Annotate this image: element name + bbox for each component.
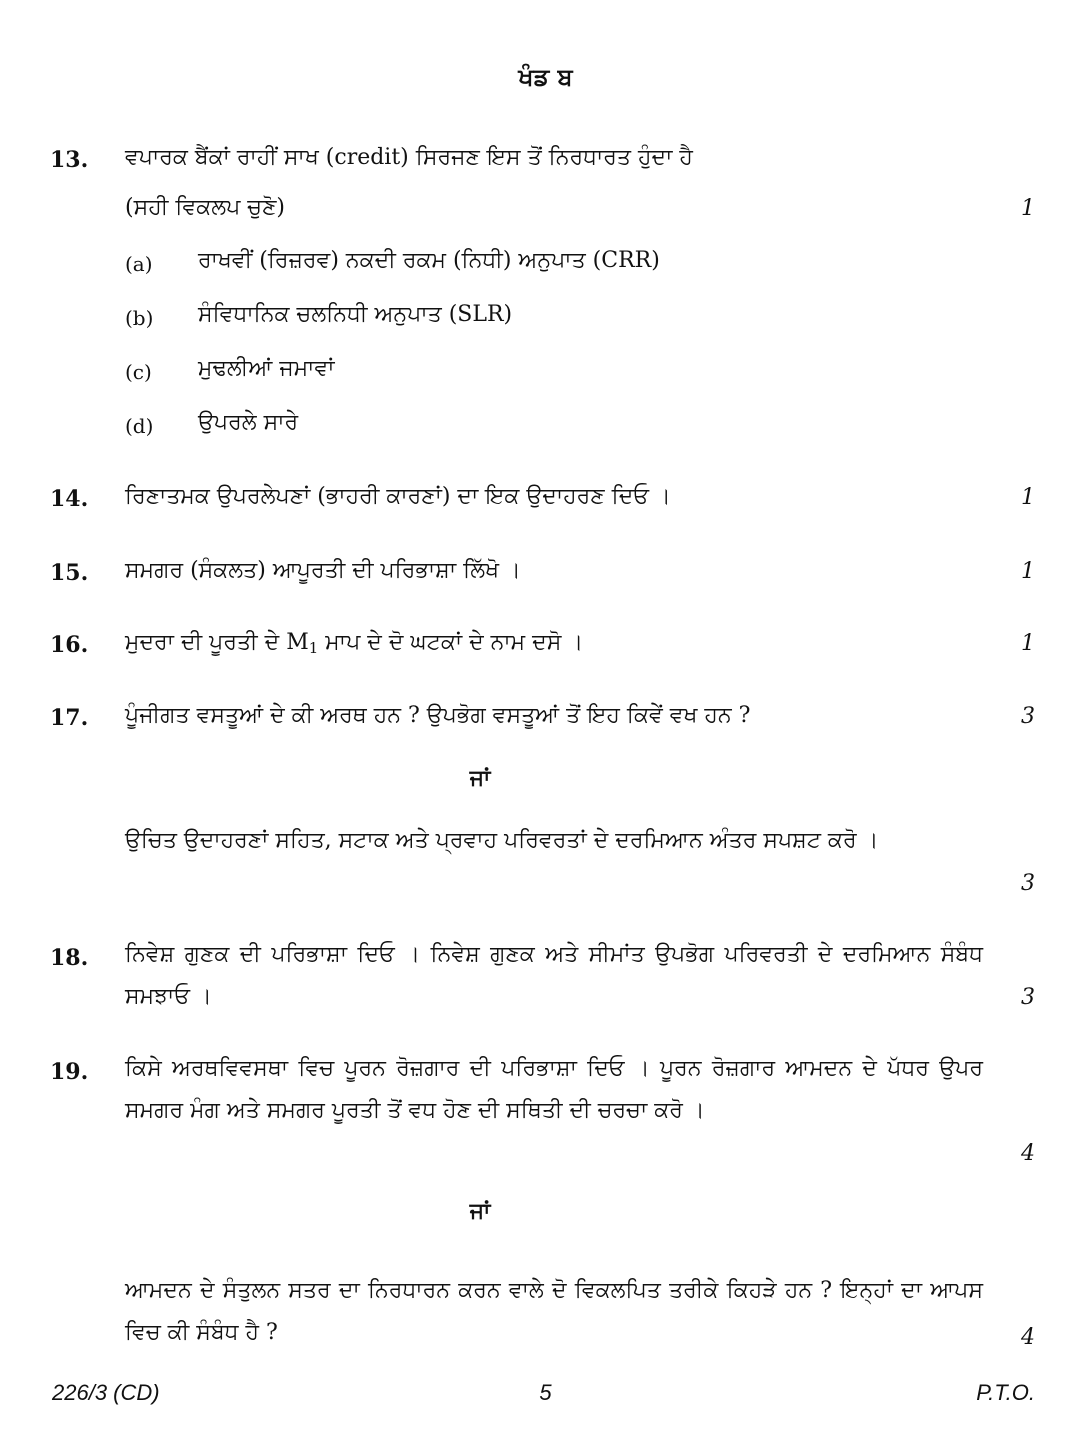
question-15-text: ਸਮਗਰ (ਸੰਕਲਤ) ਆਪੂਰਤੀ ਦੀ ਪਰਿਭਾਸ਼ਾ ਲਿੱਖੋ ।: [125, 558, 521, 583]
question-18-number: 18.: [50, 945, 89, 971]
question-13-marks: 1: [1021, 196, 1035, 221]
question-14-number: 14.: [50, 486, 89, 512]
question-18-marks: 3: [1021, 985, 1035, 1010]
question-16-number: 16.: [50, 632, 89, 658]
question-18-text: ਨਿਵੇਸ਼ ਗੁਣਕ ਦੀ ਪਰਿਭਾਸ਼ਾ ਦਿਓ । ਨਿਵੇਸ਼ ਗੁਣਕ ਅਤੇ ਸੀਮਾਂਤ ਉਪਭੋਗ ਪਰਿਵਰਤੀ ਦੇ ਦਰਮਿਆਨ ਸੰਬੰਧ ਸਮਝਾਓ ।: [125, 942, 983, 1009]
question-17-alt-text: ਉਚਿਤ ਉਦਾਹਰਣਾਂ ਸਹਿਤ, ਸਟਾਕ ਅਤੇ ਪ੍ਰਵਾਹ ਪਰਿਵਰਤਾਂ ਦੇ ਦਰਮਿਆਨ ਅੰਤਰ ਸਪਸ਼ਟ ਕਰੋ ।: [125, 828, 879, 853]
option-d-label: (d): [125, 414, 154, 438]
question-16-text-after: ਮਾਪ ਦੇ ਦੋ ਘਟਕਾਂ ਦੇ ਨਾਮ ਦਸੋ ।: [318, 630, 584, 655]
option-c-text: ਮੁਢਲੀਆਂ ਜਮਾਵਾਂ: [198, 356, 335, 381]
footer-pto: P.T.O.: [976, 1380, 1035, 1405]
question-19-or: ਜਾਂ: [469, 1198, 491, 1224]
question-13-line2: (ਸਹੀ ਵਿਕਲਪ ਚੁਣੋ): [125, 195, 286, 220]
option-a-text: ਰਾਖਵੀਂ (ਰਿਜ਼ਰਵ) ਨਕਦੀ ਰਕਮ (ਨਿਧੀ) ਅਨੁਪਾਤ (CRR): [198, 248, 660, 273]
question-19-alt-marks: 4: [1021, 1325, 1035, 1350]
footer-code: 226/3 (CD): [52, 1380, 160, 1405]
question-13-line1: ਵਪਾਰਕ ਬੈਂਕਾਂ ਰਾਹੀਂ ਸਾਖ (credit) ਸਿਰਜਣ ਇਸ ਤੋਂ ਨਿਰਧਾਰਤ ਹੁੰਦਾ ਹੈ: [125, 145, 693, 170]
question-16-text-before: ਮੁਦਰਾ ਦੀ ਪੂਰਤੀ ਦੇ: [125, 630, 287, 655]
option-a-label: (a): [125, 252, 153, 276]
footer-page-number: 5: [539, 1380, 552, 1405]
option-d-text: ਉਪਰਲੇ ਸਾਰੇ: [198, 410, 299, 435]
option-c-label: (c): [125, 360, 152, 384]
question-15-marks: 1: [1021, 559, 1035, 584]
question-17-marks: 3: [1021, 704, 1035, 729]
question-17-or: ਜਾਂ: [469, 765, 491, 791]
section-title: ਖੰਡ ਬ: [518, 62, 573, 91]
question-13-number: 13.: [50, 147, 89, 173]
question-14-text: ਰਿਣਾਤਮਕ ਉਪਰਲੇਪਣਾਂ (ਭਾਹਰੀ ਕਾਰਣਾਂ) ਦਾ ਇਕ ਉਦਾਹਰਣ ਦਿਓ ।: [125, 484, 671, 509]
question-17-alt-marks: 3: [1021, 871, 1035, 896]
question-19-number: 19.: [50, 1059, 89, 1085]
m1-symbol: M: [286, 630, 309, 655]
m1-subscript: 1: [308, 639, 319, 657]
question-16-marks: 1: [1021, 631, 1035, 656]
question-19-alt-text: ਆਮਦਨ ਦੇ ਸੰਤੁਲਨ ਸਤਰ ਦਾ ਨਿਰਧਾਰਨ ਕਰਨ ਵਾਲੇ ਦੋ ਵਿਕਲਪਿਤ ਤਰੀਕੇ ਕਿਹੜੇ ਹਨ ? ਇਨ੍ਹਾਂ ਦਾ ਆਪਸ ਵਿਚ ਕੀ ਸੰਬੰਧ ਹੈ ?: [125, 1278, 983, 1345]
question-14-marks: 1: [1021, 485, 1035, 510]
question-17-number: 17.: [50, 705, 89, 731]
question-19-marks: 4: [1021, 1141, 1035, 1166]
question-16-text: [125, 622, 983, 669]
question-17-text: ਪੂੰਜੀਗਤ ਵਸਤੂਆਂ ਦੇ ਕੀ ਅਰਥ ਹਨ ? ਉਪਭੋਗ ਵਸਤੂਆਂ ਤੋਂ ਇਹ ਕਿਵੇਂ ਵਖ ਹਨ ?: [125, 703, 751, 728]
question-15-number: 15.: [50, 560, 89, 586]
option-b-label: (b): [125, 306, 154, 330]
option-b-text: ਸੰਵਿਧਾਨਿਕ ਚਲਨਿਧੀ ਅਨੁਪਾਤ (SLR): [198, 302, 513, 327]
question-19-text: ਕਿਸੇ ਅਰਥਵਿਵਸਥਾ ਵਿਚ ਪੂਰਨ ਰੋਜ਼ਗਾਰ ਦੀ ਪਰਿਭਾਸ਼ਾ ਦਿਓ । ਪੂਰਨ ਰੋਜ਼ਗਾਰ ਆਮਦਨ ਦੇ ਪੱਧਰ ਉਪਰ ਸਮਗਰ ਮੰਗ ਅਤੇ ਸਮਗਰ ਪੂਰਤੀ ਤੋਂ ਵਧ ਹੋਣ ਦੀ ਸਥਿਤੀ ਦੀ ਚਰਚਾ ਕਰੋ ।: [125, 1056, 983, 1123]
